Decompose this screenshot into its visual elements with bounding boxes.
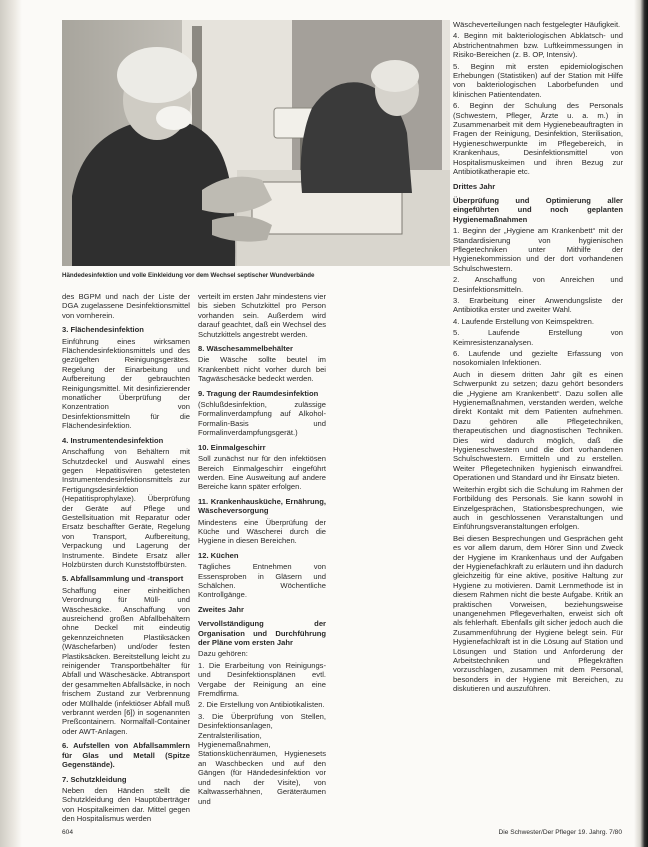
section-heading: 11. Krankenhausküche, Ernährung, Wäscheversorgung bbox=[198, 496, 326, 516]
text-column-2 bbox=[198, 292, 326, 817]
list-item: 3. Erarbeitung einer Anwendungsliste der Antibiotika erster und zweiter Wahl. bbox=[453, 295, 623, 315]
text-column-3 bbox=[453, 20, 623, 815]
paragraph: 1. Die Erarbeitung von Reinigungs- und Desinfektionsplänen evtl. Vergabe der Reinigung an eine Fremdfirma. bbox=[198, 660, 326, 699]
figure-caption: Händedesinfektion und volle Einkleidung vor dem Wechsel septischer Wundverbände bbox=[62, 272, 315, 279]
section-heading: 6. Aufstellen von Abfallsammlern für Glas und Metall (Spitze Gegenstände). bbox=[62, 741, 190, 770]
page-number: 604 bbox=[62, 829, 74, 836]
list-item: 5. Laufende Erstellung von Keimresistenzanalysen. bbox=[453, 328, 623, 347]
paragraph: 3. Die Überprüfung von Stellen, Desinfektionsanlagen, Zentralsterilisation, Hygienemaßnahmen, Stationsküchenräumen, Hygienesets an Waschbecken und auf den Gängen (für Händedesinfektion vor und nach der Visite), von Kaltwasserhähnen, Geräteräumen und bbox=[198, 711, 326, 806]
section-heading: 4. Instrumentendesinfektion bbox=[62, 435, 164, 445]
list-item: 1. Beginn der „Hygiene am Krankenbett“ mit der Standardisierung von hygienischen Pflegetechniken unter Mithilfe der Hygienekommission und der dort vorhandenen Schulschwestern. bbox=[453, 226, 623, 273]
paragraph: verteilt im ersten Jahr mindestens vier bis sieben Schutzkittel pro Person vorhanden sein. Außerdem wird darauf geachtet, daß ein Wechsel des Schutzkittels angestrebt werden. bbox=[198, 292, 326, 339]
paragraph: Soll zunächst nur für den infektiösen Bereich Einmalgeschirr eingeführt werden. Eine Ausweitung auf andere Bereiche kann später erfolgen. bbox=[198, 454, 326, 492]
paragraph: Anschaffung von Behältern mit Schutzdeckel und Auswahl eines gegen Hepatitisviren getesteten Instrumentendesinfektionsmittels zur Fertigungsdesinfektion (Hepatitisprophylaxe). Überprüfung der Geräte auf Pflege und Gestellsituation mit Reparatur oder Ersatz beschaffter Geräte, Regelung von Transport, Aufbereitung, Verpackung und Lagerung der Instrumente. Bindete Ersatz aller Holzbürsten durch Kunststoffbürsten. bbox=[62, 447, 190, 569]
section-heading: Zweites Jahr bbox=[198, 604, 245, 614]
section-heading: 3. Flächendesinfektion bbox=[62, 325, 144, 335]
section-heading: Drittes Jahr bbox=[453, 181, 496, 191]
paragraph: Auch in diesem dritten Jahr gilt es einen Schwerpunkt zu setzen; dazu gehört besonders die „Hygiene am Krankenbett“. Dazu sollen alle Hygienemaßnahmen, verstanden werden, welche direkt Kontakt mit dem Patienten aufnehmen. Dazu gehören alle Pflegetechniken, therapeutischen und diagnostischen Techniken. Dies wird dadurch möglich, daß die Hygieneschwestern und die dort vorhandenen Schulschwestern. Ermitteln und zu erstellen. Weiter Pflegetechniken hygienisch einwandfrei. Operationen und Standard und ihr Einsatz bieten. bbox=[453, 369, 623, 483]
paragraph: des BGPM und nach der Liste der DGA zugelassene Desinfektionsmittel von vornherein. bbox=[62, 292, 190, 320]
section-heading: 7. Schutzkleidung bbox=[62, 774, 127, 784]
photo-hand-disinfection bbox=[62, 20, 450, 266]
paragraph: (Schlußdesinfektion, zulässige Formalinverdampfung auf Alkohol-Formalin-Basis und Formalinverdampfungsgerät.) bbox=[198, 400, 326, 438]
paragraph: 2. Die Erstellung von Antibiotikalisten. bbox=[198, 700, 325, 710]
magazine-issue: Die Schwester/Der Pfleger 19. Jahrg. 7/80 bbox=[498, 829, 622, 836]
book-spine-shadow bbox=[0, 0, 22, 847]
section-heading: 12. Küchen bbox=[198, 550, 239, 560]
paragraph: Schaffung einer einheitlichen Verordnung für Müll- und Wäschesäcke. Anschaffung von ausreichend großen Abfallbehältern ohne Deckel mit eindeutig gekennzeichneten Plastiksäcken (Wäschefarben) und/oder festen Plastiksäcken. Bereitstellung leicht zu reinigender Transportbehälter für Abfall und Wäschesäcke. Abtransport der gesammelten Abfallsäcke, in noch frischem Zustand zur Verbrennung oder Müllhalde (infektiöser Abfall muß verbrannt werden [6]) in sogenannten Preßcontainern. Normalfall-Container oder AWT-Anlagen. bbox=[62, 585, 190, 736]
list-item: 5. Beginn mit ersten epidemiologischen Erhebungen (Statistiken) auf der Station mit Hilfe von bakteriologischen Laborbefunden und klinischen Patientendaten. bbox=[453, 61, 623, 99]
paragraph: Wäscheverteilungen nach festgelegter Häufigkeit. bbox=[453, 20, 621, 29]
paragraph: Mindestens eine Überprüfung der Küche und Wäscherei durch die Hygiene in diesen Bereichen. bbox=[198, 517, 326, 546]
page-edge-shadow bbox=[634, 0, 648, 847]
section-heading: Überprüfung und Optimierung aller eingeführten und noch geplanten Hygienemaßnahmen bbox=[453, 195, 623, 224]
list-item: 2. Anschaffung von Anreichen und Desinfektionsmitteln. bbox=[453, 275, 623, 294]
list-item: 6. Laufende und gezielte Erfassung von nosokomialen Infektionen. bbox=[453, 349, 623, 368]
section-heading: 9. Tragung der Raumdesinfektion bbox=[198, 388, 319, 398]
section-heading: 5. Abfallsammlung und -transport bbox=[62, 574, 184, 584]
paragraph: Dazu gehören: bbox=[198, 649, 248, 659]
list-item: 6. Beginn der Schulung des Personals (Schwestern, Pfleger, Ärzte u. a. m.) in Zusammenarbeit mit dem Hygienebeauftragten in Fragen der Reinigung, Desinfektion, Sterilisation, Hygieneschwerpunkte im Pflegebereich, in Krankenhaus, Desinfektionsmittel von Hospitalismuskeimen und ihren Bezug zur Antibiotikatherapie etc. bbox=[453, 101, 623, 177]
paragraph: Bei diesen Besprechungen und Gesprächen geht es vor allem darum, dem Hörer Sinn und Zweck der Hygiene im Krankenhaus und der Aufgaben der Hygienefachkraft zu erläutern und ihn dadurch gleichzeitig für eine aktive, positive Haltung zur Hygiene zu motivieren. Damit Lernmethode ist in diesem Rahmen nicht die beste Aufgabe. Kritik an praktischen Vorweisen, beziehungsweise unangenehmen Pflegeverhalten, erweist sich oft als fehlerhaft. Ebenfalls gilt sicher jedoch auch die Zusammenführung der Hygiene belegt sein. Für Hygienefachkraft ist in die Lösung auf Station und Lösungen und Station und Anforderung der Arbeitstechniken und Pflegekräften vorzuschlagen, zusammen mit dem Personal, besonders in der Hygiene mit Bereichen, zu diskutieren und auszuführen. bbox=[453, 533, 623, 694]
paragraph: Einführung eines wirksamen Flächendesinfektionsmittels und des gezügelten Reinigungsgerätes. Regelung der Einarbeitung und Aufbereitung der gebrauchten Reinigungsmittel. Mit desinfizierender monatlicher Überprüfung der Konzentration von Desinfektionsmitteln für die Flächendesinfektion. bbox=[62, 336, 190, 431]
paragraph: Neben den Händen stellt die Schutzkleidung den Hauptüberträger von Hospitalkeimen dar. Mittel gegen den Hospitalismus werden bbox=[62, 785, 190, 824]
list-item: 4. Beginn mit bakteriologischen Abklatsch- und Abstrichentnahmen bzw. Luftkeimmessungen in Risiko-Bereichen (z. B. OP, Intensiv). bbox=[453, 31, 623, 60]
list-item: 4. Laufende Erstellung von Keimspektren. bbox=[453, 316, 594, 326]
paragraph: Weiterhin ergibt sich die Schulung im Rahmen der Fortbildung des Personals. Sie kann sowohl in Einzelgesprächen, Stationsbesprechungen, wie auch in geschlossenen Veranstaltungen und Einführungsveranstaltungen erfolgen. bbox=[453, 484, 623, 532]
paragraph: Tägliches Entnehmen von Essensproben in Gläsern und Schälchen. Wöchentliche Kontrollgänge. bbox=[198, 562, 326, 600]
paragraph: Die Wäsche sollte beutel im Krankenbett nicht vorher durch bei Tagwäschesäcke bedeckt werden. bbox=[198, 355, 326, 384]
section-heading: 8. Wäschesammelbehälter bbox=[198, 344, 293, 354]
section-heading: Vervollständigung der Organisation und Durchführung der Pläne vom ersten Jahr bbox=[198, 619, 326, 647]
text-column-1 bbox=[62, 292, 190, 824]
section-heading: 10. Einmalgeschirr bbox=[198, 442, 266, 452]
